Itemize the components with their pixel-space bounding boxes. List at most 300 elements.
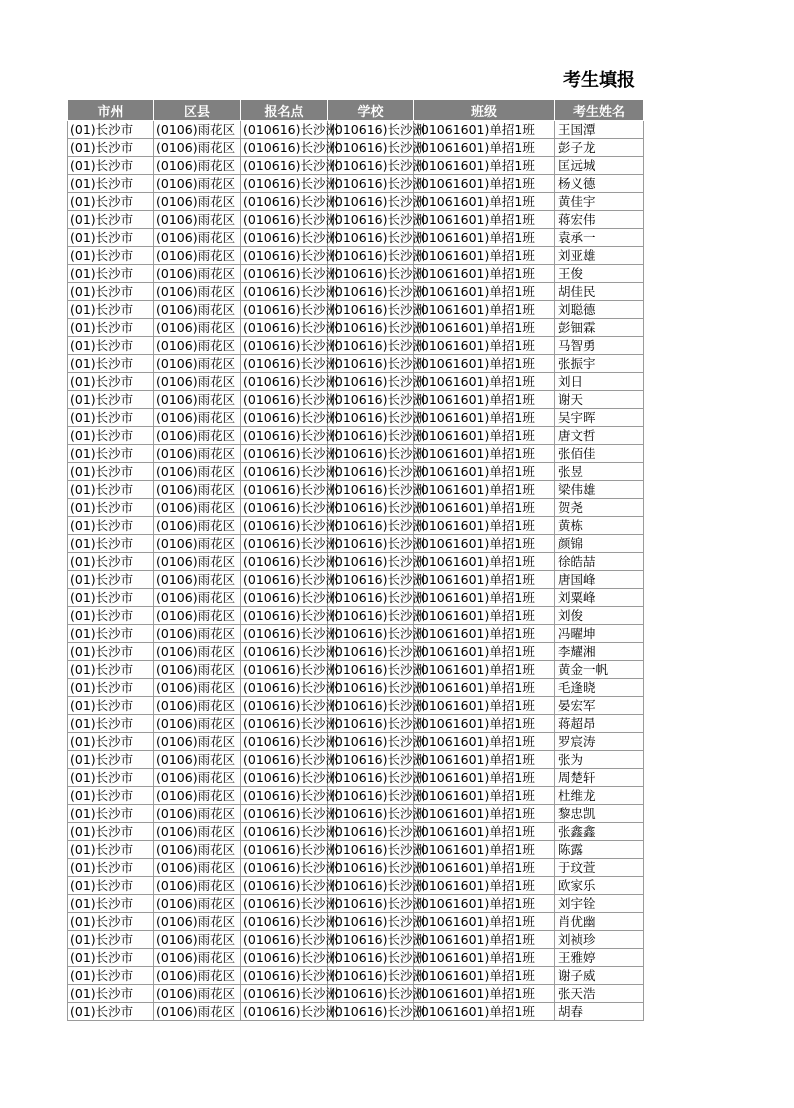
cell-student-name: 颜锦: [555, 535, 644, 553]
table-row: [68, 571, 644, 589]
cell-city: (01)长沙市: [68, 121, 154, 139]
cell-district: (0106)雨花区: [154, 967, 241, 985]
cell-class: (01061601)单招1班: [414, 553, 555, 571]
cell-district: (0106)雨花区: [154, 499, 241, 517]
cell-registration-point: (010616)长沙洲: [241, 967, 328, 985]
cell-registration-point: (010616)长沙洲: [241, 391, 328, 409]
cell-class: (01061601)单招1班: [414, 499, 555, 517]
cell-district: (0106)雨花区: [154, 193, 241, 211]
cell-registration-point: (010616)长沙洲: [241, 571, 328, 589]
cell-school: (010616)长沙洲: [328, 787, 414, 805]
cell-district: (0106)雨花区: [154, 157, 241, 175]
header-district: 区县: [154, 100, 241, 121]
cell-district: (0106)雨花区: [154, 787, 241, 805]
cell-registration-point: (010616)长沙洲: [241, 445, 328, 463]
cell-class: (01061601)单招1班: [414, 229, 555, 247]
table-row: [68, 337, 644, 355]
table-row: [68, 841, 644, 859]
cell-school: (010616)长沙洲: [328, 265, 414, 283]
cell-city: (01)长沙市: [68, 769, 154, 787]
cell-district: (0106)雨花区: [154, 751, 241, 769]
cell-student-name: 王国潭: [555, 121, 644, 139]
cell-student-name: 徐皓喆: [555, 553, 644, 571]
cell-registration-point: (010616)长沙洲: [241, 715, 328, 733]
page-title: 考生填报: [563, 70, 635, 91]
cell-student-name: 贺尧: [555, 499, 644, 517]
header-city: 市州: [68, 100, 154, 121]
cell-school: (010616)长沙洲: [328, 211, 414, 229]
cell-district: (0106)雨花区: [154, 949, 241, 967]
cell-school: (010616)长沙洲: [328, 931, 414, 949]
cell-class: (01061601)单招1班: [414, 193, 555, 211]
cell-class: (01061601)单招1班: [414, 283, 555, 301]
table-row: [68, 931, 644, 949]
cell-registration-point: (010616)长沙洲: [241, 139, 328, 157]
cell-city: (01)长沙市: [68, 697, 154, 715]
cell-registration-point: (010616)长沙洲: [241, 697, 328, 715]
cell-registration-point: (010616)长沙洲: [241, 247, 328, 265]
cell-school: (010616)长沙洲: [328, 121, 414, 139]
cell-district: (0106)雨花区: [154, 517, 241, 535]
cell-registration-point: (010616)长沙洲: [241, 751, 328, 769]
cell-school: (010616)长沙洲: [328, 913, 414, 931]
cell-registration-point: (010616)长沙洲: [241, 283, 328, 301]
cell-district: (0106)雨花区: [154, 769, 241, 787]
cell-school: (010616)长沙洲: [328, 1003, 414, 1021]
cell-school: (010616)长沙洲: [328, 607, 414, 625]
table-row: [68, 877, 644, 895]
cell-city: (01)长沙市: [68, 373, 154, 391]
cell-student-name: 彭子龙: [555, 139, 644, 157]
cell-district: (0106)雨花区: [154, 373, 241, 391]
cell-district: (0106)雨花区: [154, 625, 241, 643]
table-row: [68, 661, 644, 679]
cell-city: (01)长沙市: [68, 751, 154, 769]
cell-school: (010616)长沙洲: [328, 337, 414, 355]
table-row: [68, 859, 644, 877]
header-class: 班级: [414, 100, 555, 121]
cell-class: (01061601)单招1班: [414, 1003, 555, 1021]
cell-student-name: 张佰佳: [555, 445, 644, 463]
cell-registration-point: (010616)长沙洲: [241, 949, 328, 967]
table-row: [68, 499, 644, 517]
table-row: [68, 751, 644, 769]
table-row: [68, 679, 644, 697]
cell-school: (010616)长沙洲: [328, 409, 414, 427]
cell-school: (010616)长沙洲: [328, 463, 414, 481]
cell-registration-point: (010616)长沙洲: [241, 121, 328, 139]
cell-school: (010616)长沙洲: [328, 679, 414, 697]
cell-school: (010616)长沙洲: [328, 769, 414, 787]
cell-student-name: 于玟萱: [555, 859, 644, 877]
cell-city: (01)长沙市: [68, 787, 154, 805]
cell-student-name: 晏宏军: [555, 697, 644, 715]
table-row: [68, 535, 644, 553]
cell-district: (0106)雨花区: [154, 139, 241, 157]
cell-registration-point: (010616)长沙洲: [241, 1003, 328, 1021]
cell-registration-point: (010616)长沙洲: [241, 355, 328, 373]
cell-city: (01)长沙市: [68, 229, 154, 247]
cell-class: (01061601)单招1班: [414, 859, 555, 877]
cell-student-name: 刘亚雄: [555, 247, 644, 265]
cell-school: (010616)长沙洲: [328, 517, 414, 535]
cell-school: (010616)长沙洲: [328, 823, 414, 841]
table-row: [68, 643, 644, 661]
cell-city: (01)长沙市: [68, 355, 154, 373]
cell-district: (0106)雨花区: [154, 337, 241, 355]
cell-class: (01061601)单招1班: [414, 625, 555, 643]
cell-city: (01)长沙市: [68, 499, 154, 517]
cell-school: (010616)长沙洲: [328, 661, 414, 679]
cell-district: (0106)雨花区: [154, 841, 241, 859]
cell-student-name: 蒋超昂: [555, 715, 644, 733]
cell-student-name: 蒋宏伟: [555, 211, 644, 229]
cell-district: (0106)雨花区: [154, 265, 241, 283]
cell-class: (01061601)单招1班: [414, 607, 555, 625]
cell-registration-point: (010616)长沙洲: [241, 607, 328, 625]
cell-class: (01061601)单招1班: [414, 211, 555, 229]
cell-registration-point: (010616)长沙洲: [241, 319, 328, 337]
cell-class: (01061601)单招1班: [414, 409, 555, 427]
cell-registration-point: (010616)长沙洲: [241, 589, 328, 607]
cell-student-name: 匡远城: [555, 157, 644, 175]
cell-student-name: 刘俊: [555, 607, 644, 625]
cell-student-name: 胡佳民: [555, 283, 644, 301]
cell-student-name: 周楚轩: [555, 769, 644, 787]
cell-class: (01061601)单招1班: [414, 445, 555, 463]
cell-school: (010616)长沙洲: [328, 895, 414, 913]
cell-student-name: 张天浩: [555, 985, 644, 1003]
cell-school: (010616)长沙洲: [328, 985, 414, 1003]
cell-district: (0106)雨花区: [154, 985, 241, 1003]
cell-student-name: 毛逢晓: [555, 679, 644, 697]
cell-city: (01)长沙市: [68, 535, 154, 553]
cell-student-name: 黎忠凯: [555, 805, 644, 823]
cell-registration-point: (010616)长沙洲: [241, 823, 328, 841]
cell-student-name: 罗宸涛: [555, 733, 644, 751]
cell-student-name: 吴宇晖: [555, 409, 644, 427]
cell-city: (01)长沙市: [68, 211, 154, 229]
table-row: [68, 175, 644, 193]
cell-district: (0106)雨花区: [154, 733, 241, 751]
cell-student-name: 王俊: [555, 265, 644, 283]
cell-district: (0106)雨花区: [154, 355, 241, 373]
cell-school: (010616)长沙洲: [328, 229, 414, 247]
cell-city: (01)长沙市: [68, 409, 154, 427]
cell-district: (0106)雨花区: [154, 481, 241, 499]
cell-city: (01)长沙市: [68, 445, 154, 463]
cell-student-name: 胡春: [555, 1003, 644, 1021]
cell-class: (01061601)单招1班: [414, 931, 555, 949]
cell-school: (010616)长沙洲: [328, 391, 414, 409]
cell-school: (010616)长沙洲: [328, 589, 414, 607]
cell-student-name: 唐国峰: [555, 571, 644, 589]
cell-school: (010616)长沙洲: [328, 571, 414, 589]
cell-city: (01)长沙市: [68, 589, 154, 607]
table-row: [68, 769, 644, 787]
cell-class: (01061601)单招1班: [414, 769, 555, 787]
cell-school: (010616)长沙洲: [328, 877, 414, 895]
cell-registration-point: (010616)长沙洲: [241, 769, 328, 787]
cell-class: (01061601)单招1班: [414, 391, 555, 409]
cell-class: (01061601)单招1班: [414, 805, 555, 823]
cell-school: (010616)长沙洲: [328, 715, 414, 733]
cell-student-name: 刘日: [555, 373, 644, 391]
cell-city: (01)长沙市: [68, 139, 154, 157]
cell-city: (01)长沙市: [68, 859, 154, 877]
cell-school: (010616)长沙洲: [328, 805, 414, 823]
table-row: [68, 949, 644, 967]
cell-registration-point: (010616)长沙洲: [241, 499, 328, 517]
cell-city: (01)长沙市: [68, 661, 154, 679]
cell-school: (010616)长沙洲: [328, 499, 414, 517]
cell-city: (01)长沙市: [68, 949, 154, 967]
cell-class: (01061601)单招1班: [414, 589, 555, 607]
table-row: [68, 211, 644, 229]
cell-registration-point: (010616)长沙洲: [241, 877, 328, 895]
cell-school: (010616)长沙洲: [328, 643, 414, 661]
table-row: [68, 229, 644, 247]
cell-class: (01061601)单招1班: [414, 967, 555, 985]
cell-registration-point: (010616)长沙洲: [241, 481, 328, 499]
cell-registration-point: (010616)长沙洲: [241, 841, 328, 859]
cell-class: (01061601)单招1班: [414, 949, 555, 967]
cell-school: (010616)长沙洲: [328, 841, 414, 859]
cell-district: (0106)雨花区: [154, 697, 241, 715]
table-row: [68, 553, 644, 571]
cell-student-name: 张为: [555, 751, 644, 769]
cell-school: (010616)长沙洲: [328, 697, 414, 715]
cell-district: (0106)雨花区: [154, 805, 241, 823]
table-row: [68, 463, 644, 481]
cell-registration-point: (010616)长沙洲: [241, 805, 328, 823]
cell-class: (01061601)单招1班: [414, 841, 555, 859]
cell-class: (01061601)单招1班: [414, 481, 555, 499]
cell-class: (01061601)单招1班: [414, 985, 555, 1003]
cell-student-name: 李耀湘: [555, 643, 644, 661]
cell-student-name: 彭钿霖: [555, 319, 644, 337]
cell-student-name: 张振宇: [555, 355, 644, 373]
cell-district: (0106)雨花区: [154, 895, 241, 913]
cell-district: (0106)雨花区: [154, 1003, 241, 1021]
cell-class: (01061601)单招1班: [414, 823, 555, 841]
cell-student-name: 唐文哲: [555, 427, 644, 445]
table-row: [68, 895, 644, 913]
table-row: [68, 283, 644, 301]
cell-registration-point: (010616)长沙洲: [241, 985, 328, 1003]
cell-student-name: 黄栋: [555, 517, 644, 535]
cell-city: (01)长沙市: [68, 679, 154, 697]
cell-district: (0106)雨花区: [154, 931, 241, 949]
table-row: [68, 139, 644, 157]
cell-student-name: 袁承一: [555, 229, 644, 247]
table-row: [68, 607, 644, 625]
cell-class: (01061601)单招1班: [414, 139, 555, 157]
cell-school: (010616)长沙洲: [328, 481, 414, 499]
cell-class: (01061601)单招1班: [414, 175, 555, 193]
cell-school: (010616)长沙洲: [328, 445, 414, 463]
cell-district: (0106)雨花区: [154, 607, 241, 625]
cell-student-name: 杨义德: [555, 175, 644, 193]
header-row: [68, 100, 644, 121]
cell-school: (010616)长沙洲: [328, 733, 414, 751]
cell-class: (01061601)单招1班: [414, 571, 555, 589]
cell-registration-point: (010616)长沙洲: [241, 229, 328, 247]
cell-city: (01)长沙市: [68, 175, 154, 193]
cell-class: (01061601)单招1班: [414, 157, 555, 175]
cell-district: (0106)雨花区: [154, 463, 241, 481]
cell-student-name: 杜维龙: [555, 787, 644, 805]
cell-student-name: 王雅婷: [555, 949, 644, 967]
cell-class: (01061601)单招1班: [414, 427, 555, 445]
cell-city: (01)长沙市: [68, 517, 154, 535]
table-row: [68, 445, 644, 463]
cell-class: (01061601)单招1班: [414, 301, 555, 319]
cell-district: (0106)雨花区: [154, 589, 241, 607]
cell-class: (01061601)单招1班: [414, 913, 555, 931]
cell-district: (0106)雨花区: [154, 211, 241, 229]
cell-city: (01)长沙市: [68, 319, 154, 337]
cell-school: (010616)长沙洲: [328, 175, 414, 193]
table-row: [68, 787, 644, 805]
cell-class: (01061601)单招1班: [414, 697, 555, 715]
cell-registration-point: (010616)长沙洲: [241, 787, 328, 805]
cell-school: (010616)长沙洲: [328, 247, 414, 265]
cell-district: (0106)雨花区: [154, 715, 241, 733]
cell-school: (010616)长沙洲: [328, 751, 414, 769]
cell-city: (01)长沙市: [68, 607, 154, 625]
table-row: [68, 823, 644, 841]
cell-school: (010616)长沙洲: [328, 949, 414, 967]
cell-city: (01)长沙市: [68, 427, 154, 445]
table-row: [68, 715, 644, 733]
cell-district: (0106)雨花区: [154, 283, 241, 301]
cell-city: (01)长沙市: [68, 805, 154, 823]
cell-registration-point: (010616)长沙洲: [241, 193, 328, 211]
cell-district: (0106)雨花区: [154, 913, 241, 931]
cell-district: (0106)雨花区: [154, 535, 241, 553]
cell-registration-point: (010616)长沙洲: [241, 301, 328, 319]
cell-class: (01061601)单招1班: [414, 337, 555, 355]
table-row: [68, 247, 644, 265]
cell-city: (01)长沙市: [68, 985, 154, 1003]
cell-student-name: 谢天: [555, 391, 644, 409]
cell-city: (01)长沙市: [68, 841, 154, 859]
cell-class: (01061601)单招1班: [414, 373, 555, 391]
cell-district: (0106)雨花区: [154, 823, 241, 841]
table-row: [68, 1003, 644, 1021]
cell-school: (010616)长沙洲: [328, 373, 414, 391]
cell-registration-point: (010616)长沙洲: [241, 625, 328, 643]
cell-district: (0106)雨花区: [154, 175, 241, 193]
cell-school: (010616)长沙洲: [328, 319, 414, 337]
cell-city: (01)长沙市: [68, 301, 154, 319]
cell-city: (01)长沙市: [68, 193, 154, 211]
cell-class: (01061601)单招1班: [414, 733, 555, 751]
cell-registration-point: (010616)长沙洲: [241, 409, 328, 427]
cell-class: (01061601)单招1班: [414, 751, 555, 769]
table-row: [68, 301, 644, 319]
cell-class: (01061601)单招1班: [414, 715, 555, 733]
cell-district: (0106)雨花区: [154, 643, 241, 661]
cell-district: (0106)雨花区: [154, 679, 241, 697]
cell-district: (0106)雨花区: [154, 301, 241, 319]
table-row: [68, 967, 644, 985]
cell-class: (01061601)单招1班: [414, 355, 555, 373]
cell-city: (01)长沙市: [68, 643, 154, 661]
cell-city: (01)长沙市: [68, 247, 154, 265]
header-registration-point: 报名点: [241, 100, 328, 121]
table-row: [68, 391, 644, 409]
cell-class: (01061601)单招1班: [414, 877, 555, 895]
cell-school: (010616)长沙洲: [328, 301, 414, 319]
cell-city: (01)长沙市: [68, 553, 154, 571]
cell-registration-point: (010616)长沙洲: [241, 535, 328, 553]
cell-student-name: 冯曜坤: [555, 625, 644, 643]
cell-registration-point: (010616)长沙洲: [241, 463, 328, 481]
cell-student-name: 欧家乐: [555, 877, 644, 895]
cell-city: (01)长沙市: [68, 625, 154, 643]
cell-registration-point: (010616)长沙洲: [241, 895, 328, 913]
cell-city: (01)长沙市: [68, 571, 154, 589]
cell-district: (0106)雨花区: [154, 553, 241, 571]
cell-student-name: 黄佳宇: [555, 193, 644, 211]
cell-school: (010616)长沙洲: [328, 625, 414, 643]
cell-student-name: 张鑫鑫: [555, 823, 644, 841]
cell-student-name: 刘祯珍: [555, 931, 644, 949]
cell-class: (01061601)单招1班: [414, 679, 555, 697]
table-row: [68, 427, 644, 445]
cell-class: (01061601)单招1班: [414, 535, 555, 553]
cell-district: (0106)雨花区: [154, 877, 241, 895]
cell-class: (01061601)单招1班: [414, 895, 555, 913]
cell-city: (01)长沙市: [68, 1003, 154, 1021]
table-row: [68, 265, 644, 283]
cell-district: (0106)雨花区: [154, 571, 241, 589]
cell-student-name: 陈露: [555, 841, 644, 859]
cell-city: (01)长沙市: [68, 283, 154, 301]
table-row: [68, 805, 644, 823]
cell-school: (010616)长沙洲: [328, 967, 414, 985]
cell-student-name: 黄金一帆: [555, 661, 644, 679]
cell-registration-point: (010616)长沙洲: [241, 211, 328, 229]
cell-student-name: 马智勇: [555, 337, 644, 355]
cell-school: (010616)长沙洲: [328, 859, 414, 877]
cell-class: (01061601)单招1班: [414, 517, 555, 535]
cell-school: (010616)长沙洲: [328, 283, 414, 301]
cell-city: (01)长沙市: [68, 931, 154, 949]
table-row: [68, 481, 644, 499]
cell-class: (01061601)单招1班: [414, 643, 555, 661]
cell-registration-point: (010616)长沙洲: [241, 661, 328, 679]
cell-city: (01)长沙市: [68, 157, 154, 175]
cell-district: (0106)雨花区: [154, 661, 241, 679]
cell-school: (010616)长沙洲: [328, 427, 414, 445]
cell-city: (01)长沙市: [68, 733, 154, 751]
cell-student-name: 刘聪德: [555, 301, 644, 319]
cell-district: (0106)雨花区: [154, 229, 241, 247]
table-row: [68, 409, 644, 427]
cell-city: (01)长沙市: [68, 715, 154, 733]
cell-school: (010616)长沙洲: [328, 139, 414, 157]
cell-district: (0106)雨花区: [154, 319, 241, 337]
cell-class: (01061601)单招1班: [414, 265, 555, 283]
table-row: [68, 913, 644, 931]
table-row: [68, 373, 644, 391]
table-row: [68, 157, 644, 175]
cell-city: (01)长沙市: [68, 481, 154, 499]
table-row: [68, 355, 644, 373]
